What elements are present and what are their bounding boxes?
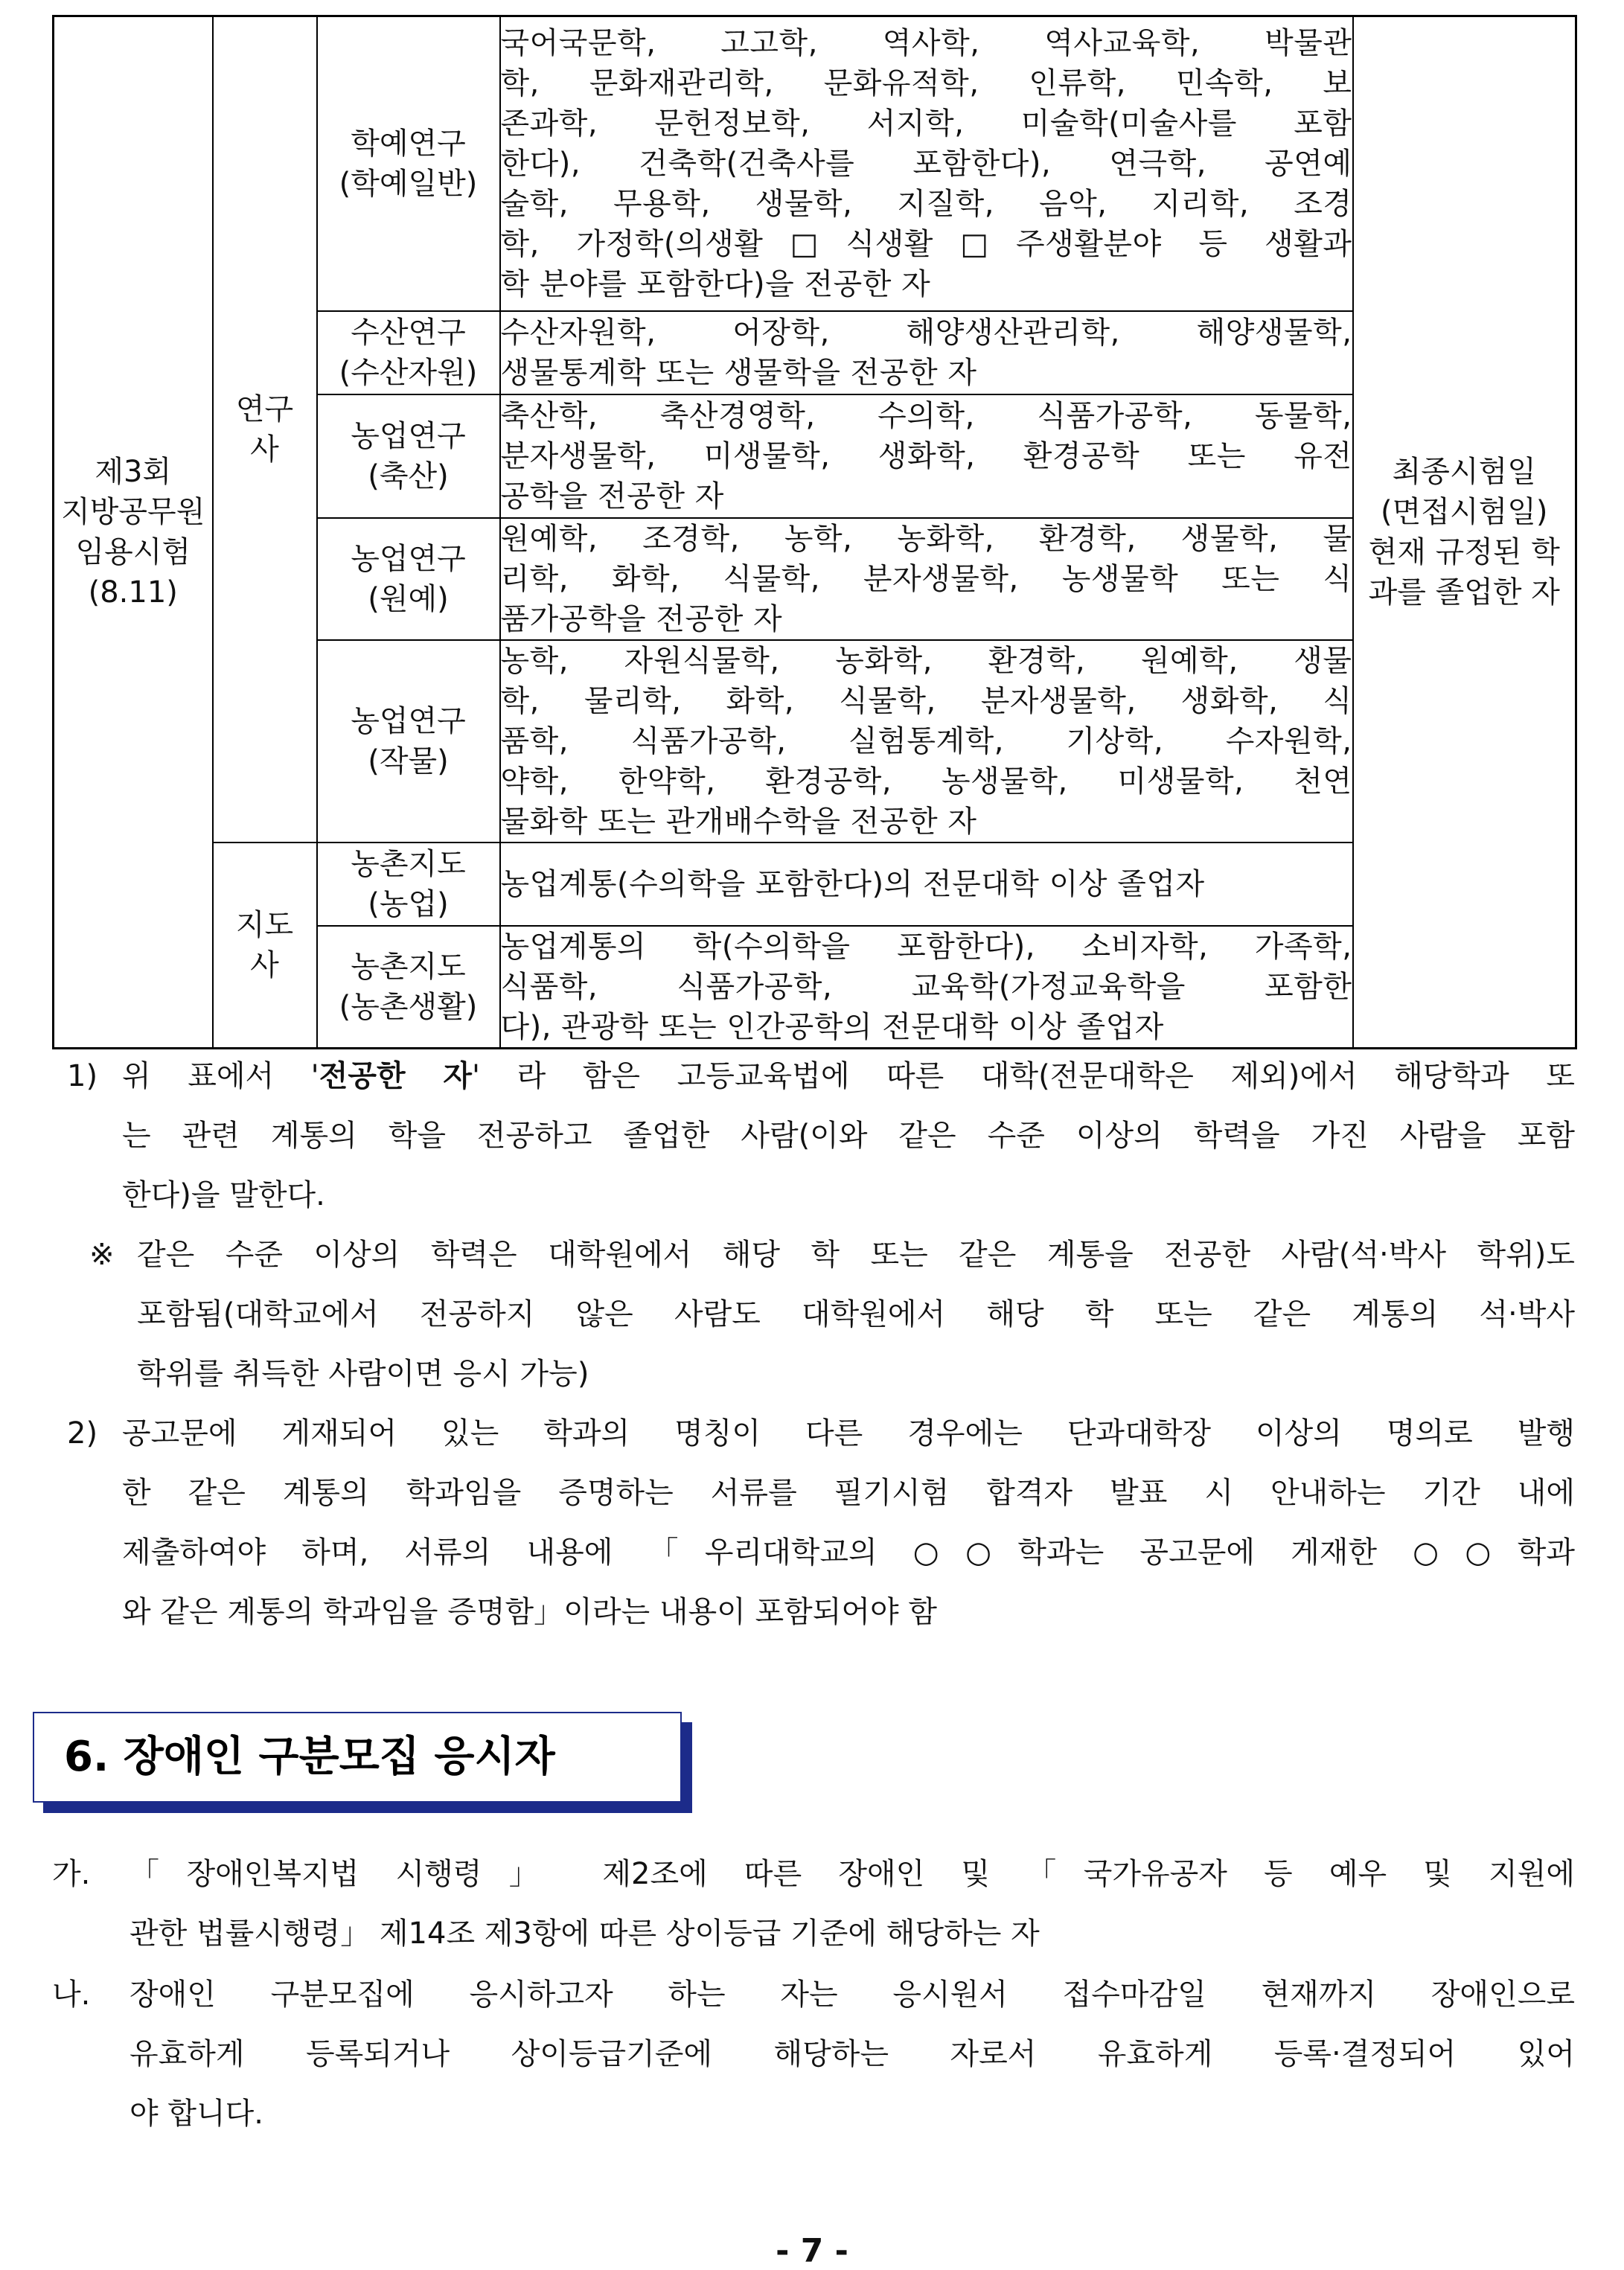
- major-line: 공학을 전공한 자: [500, 479, 724, 514]
- major-line: 학, 가정학(의생활□식생활□주생활분야 등 생활과: [500, 226, 1352, 261]
- major-line: 원예학, 조경학, 농학, 농화학, 환경학, 생물학, 물: [500, 521, 1352, 556]
- section-heading: 6. 장애인 구분모집 응시자: [64, 1733, 555, 1781]
- exam-line: (8.11): [88, 575, 178, 610]
- major-cell: [500, 311, 1353, 394]
- major-line: 농업계통(수의학을 포함한다)의 전문대학 이상 졸업자: [500, 866, 1205, 901]
- field-label: 농업연구: [351, 541, 466, 576]
- group-label: 사: [250, 432, 279, 467]
- item-line: 「장애인복지법 시행령」 제2조에 따른 장애인 및 「국가유공자 등 예우 및 지원에: [130, 1857, 1575, 1891]
- footnote-text: ' 라 함은 고등교육법에 따른 대학(전문대학은 제외)에서 해당학과 또: [472, 1059, 1575, 1093]
- qualification-cell: [1353, 16, 1576, 1049]
- field-label: (작물): [368, 744, 449, 778]
- field-cell: [317, 518, 500, 640]
- section-heading-box: [33, 1712, 682, 1803]
- field-cell: [317, 640, 500, 843]
- major-cell: [500, 16, 1353, 311]
- qualification-line: 최종시험일: [1392, 454, 1536, 489]
- field-cell: [317, 843, 500, 926]
- item-marker: 나.: [52, 1978, 91, 2012]
- item-line: 관한 법률시행령」 제14조 제3항에 따른 상이등급 기준에 해당하는 자: [130, 1916, 1040, 1951]
- qualification-table: [52, 15, 1577, 1049]
- item-line: 장애인 구분모집에 응시하고자 하는 자는 응시원서 접수마감일 현재까지 장애인으로: [130, 1978, 1575, 2012]
- footnote-marker: 2): [67, 1416, 98, 1451]
- major-line: 생물통계학 또는 생물학을 전공한 자: [500, 355, 977, 390]
- major-line: 식품학, 식품가공학, 교육학(가정교육학을 포함한: [500, 969, 1352, 1004]
- major-line: 수산자원학, 어장학, 해양생산관리학, 해양생물학,: [500, 315, 1352, 350]
- major-line: 리학, 화학, 식물학, 분자생물학, 농생물학 또는 식: [500, 561, 1352, 596]
- major-line: 품가공학을 전공한 자: [500, 601, 783, 636]
- footnote-1: [52, 1046, 1575, 1225]
- major-line: 분자생물학, 미생물학, 생화학, 환경공학 또는 유전: [500, 438, 1352, 473]
- field-label: (수산자원): [339, 355, 478, 390]
- field-label: 농촌지도: [351, 949, 466, 984]
- item-marker: 가.: [52, 1857, 91, 1891]
- major-line: 품학, 식품가공학, 실험통계학, 기상학, 수자원학,: [500, 723, 1352, 758]
- exam-line: 제3회: [95, 454, 172, 489]
- footnote-line: 는 관련 계통의 학을 전공하고 졸업한 사람(이와 같은 수준 이상의 학력을 가진 사람을 포함: [122, 1119, 1575, 1153]
- field-cell: [317, 311, 500, 394]
- major-line: 학 분야를 포함한다)을 전공한 자: [500, 266, 931, 301]
- field-label: (학예일반): [339, 166, 478, 201]
- footnote-marker: 1): [67, 1059, 98, 1093]
- major-cell: [500, 926, 1353, 1049]
- major-line: 국어국문학, 고고학, 역사학, 역사교육학, 박물관: [500, 25, 1352, 60]
- major-line: 농학, 자원식물학, 농화학, 환경학, 원예학, 생물: [500, 643, 1352, 678]
- field-label: 농촌지도: [351, 846, 466, 881]
- major-cell: [500, 518, 1353, 640]
- field-label: 농업연구: [351, 703, 466, 738]
- major-line: 축산학, 축산경영학, 수의학, 식품가공학, 동물학,: [500, 398, 1352, 433]
- major-cell: [500, 843, 1353, 926]
- exam-name-cell: [54, 16, 213, 1049]
- field-label: 학예연구: [351, 126, 466, 161]
- footnote-line: 한다)을 말한다.: [122, 1178, 325, 1212]
- remark-line: 학위를 취득한 사람이면 응시 가능): [137, 1357, 589, 1391]
- major-line: 학, 물리학, 화학, 식물학, 분자생물학, 생화학, 식: [500, 683, 1352, 718]
- field-label: (농촌생활): [339, 989, 478, 1024]
- major-line: 술학, 무용학, 생물학, 지질학, 음악, 지리학, 조경: [500, 186, 1352, 221]
- group-label: 사: [250, 947, 279, 982]
- major-line: 약학, 한약학, 환경공학, 농생물학, 미생물학, 천연: [500, 764, 1352, 799]
- field-label: (원예): [368, 581, 449, 616]
- footnote-line: 한 같은 계통의 학과임을 증명하는 서류를 필기시험 합격자 발표 시 안내하는 기간 내에: [122, 1476, 1575, 1510]
- exam-line: 지방공무원: [61, 494, 205, 529]
- major-line: 학, 문화재관리학, 문화유적학, 인류학, 민속학, 보: [500, 65, 1352, 100]
- item-na: [52, 1965, 1575, 2143]
- major-cell: [500, 394, 1353, 518]
- group-cell-instructor: [213, 843, 317, 1049]
- footnote-line: [122, 1046, 1575, 1106]
- remark-line: 같은 수준 이상의 학력은 대학원에서 해당 학 또는 같은 계통을 전공한 사람(석‧박사 학위)도: [137, 1238, 1575, 1272]
- major-line: 다), 관광학 또는 인간공학의 전문대학 이상 졸업자: [500, 1009, 1164, 1044]
- exam-line: 임용시험: [75, 534, 191, 569]
- item-ga: [52, 1844, 1575, 1963]
- major-line: 존과학, 문헌정보학, 서지학, 미술학(미술사를 포함: [500, 106, 1352, 141]
- field-cell: [317, 394, 500, 518]
- major-line: 한다), 건축학(건축사를 포함한다), 연극학, 공연예: [500, 146, 1352, 181]
- footnote-bold-term: 전공한 자: [319, 1059, 473, 1093]
- group-cell-researcher: [213, 16, 317, 843]
- table-row: [54, 16, 1576, 311]
- qualification-line: (면접시험일): [1381, 494, 1548, 529]
- group-label: 연구: [235, 391, 294, 426]
- field-label: (농업): [368, 886, 449, 921]
- footnote-line: 공고문에 게재되어 있는 학과의 명칭이 다른 경우에는 단과대학장 이상의 명의로 발행: [122, 1416, 1575, 1451]
- item-line: 유효하게 등록되거나 상이등급기준에 해당하는 자로서 유효하게 등록‧결정되어 있어: [130, 2037, 1575, 2071]
- qualification-line: 현재 규정된 학: [1368, 534, 1560, 569]
- footnote-line: 제출하여야 하며, 서류의 내용에 「우리대학교의 ○○학과는 공고문에 게재한 ○○학과: [122, 1535, 1575, 1570]
- footnote-text: 위 표에서 ': [122, 1059, 319, 1093]
- field-cell: [317, 16, 500, 311]
- group-label: 지도: [235, 907, 294, 942]
- table-row: [54, 843, 1576, 926]
- field-label: 수산연구: [351, 315, 466, 350]
- field-label: (축산): [368, 458, 449, 493]
- qualification-line: 과를 졸업한 자: [1368, 575, 1560, 610]
- footnote-line: 와 같은 계통의 학과임을 증명함」이라는 내용이 포함되어야 함: [122, 1595, 938, 1629]
- footnotes: [52, 1046, 1575, 1642]
- major-line: 농업계통의 학(수의학을 포함한다), 소비자학, 가족학,: [500, 929, 1352, 964]
- field-label: 농업연구: [351, 418, 466, 453]
- field-cell: [317, 926, 500, 1049]
- item-line: 야 합니다.: [130, 2097, 263, 2131]
- page-number: - 7 -: [776, 2232, 848, 2270]
- remark-line: 포함됨(대학교에서 전공하지 않은 사람도 대학원에서 해당 학 또는 같은 계통의 석‧박사: [137, 1297, 1575, 1331]
- remark-marker: ※: [89, 1238, 115, 1272]
- footnote-remark: [52, 1225, 1575, 1404]
- major-line: 물화학 또는 관개배수학을 전공한 자: [500, 804, 977, 839]
- footnote-2: [52, 1404, 1575, 1642]
- section-body: [52, 1844, 1575, 2143]
- major-cell: [500, 640, 1353, 843]
